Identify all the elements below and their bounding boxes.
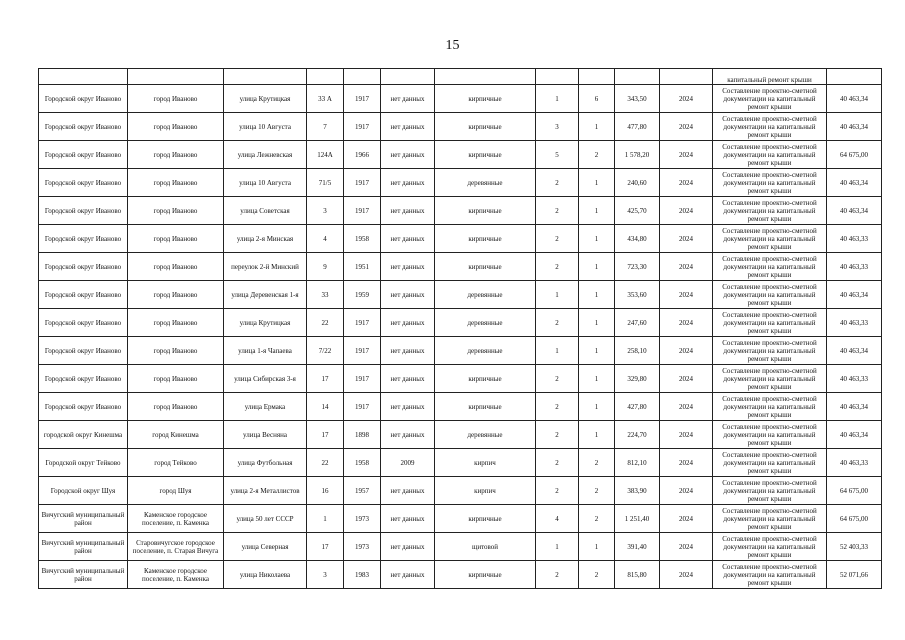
house-number-cell: 71/5 xyxy=(307,169,344,197)
municipality-cell: Городской округ Иваново xyxy=(39,169,128,197)
table-row xyxy=(39,197,882,225)
table-row xyxy=(39,449,882,477)
floors-cell: 1 xyxy=(536,85,579,113)
work-type-cell: Составление проектно-сметной документации на капитальный ремонт крыши xyxy=(713,449,827,477)
build-year-cell: 1983 xyxy=(344,561,381,589)
table-body xyxy=(39,69,882,589)
last-repair-cell: нет данных xyxy=(381,365,435,393)
cost-cell: 40 463,34 xyxy=(827,113,882,141)
settlement-cell: Старовичугское городское поселение, п. Старая Вичуга xyxy=(128,533,224,561)
house-number-cell: 3 xyxy=(307,197,344,225)
area-cell: 1 578,20 xyxy=(615,141,660,169)
last-repair-cell: нет данных xyxy=(381,561,435,589)
floors-cell: 2 xyxy=(536,197,579,225)
municipality-cell: Городской округ Иваново xyxy=(39,113,128,141)
table-row xyxy=(39,365,882,393)
last-repair-cell xyxy=(381,69,435,85)
last-repair-cell: 2009 xyxy=(381,449,435,477)
last-repair-cell: нет данных xyxy=(381,169,435,197)
work-type-cell: Составление проектно-сметной документации на капитальный ремонт крыши xyxy=(713,421,827,449)
work-type-cell: Составление проектно-сметной документации на капитальный ремонт крыши xyxy=(713,225,827,253)
street-cell: улица Сибирская 3-я xyxy=(224,365,307,393)
house-number-cell: 22 xyxy=(307,449,344,477)
settlement-cell: город Иваново xyxy=(128,337,224,365)
build-year-cell: 1917 xyxy=(344,85,381,113)
cost-cell: 40 463,34 xyxy=(827,169,882,197)
house-number-cell: 1 xyxy=(307,505,344,533)
table-row xyxy=(39,309,882,337)
entrances-cell: 1 xyxy=(579,393,615,421)
area-cell: 329,80 xyxy=(615,365,660,393)
entrances-cell: 1 xyxy=(579,309,615,337)
settlement-cell: город Иваново xyxy=(128,113,224,141)
cost-cell: 40 463,34 xyxy=(827,337,882,365)
build-year-cell: 1966 xyxy=(344,141,381,169)
cost-cell: 40 463,34 xyxy=(827,85,882,113)
last-repair-cell: нет данных xyxy=(381,421,435,449)
municipality-cell: Городской округ Иваново xyxy=(39,253,128,281)
municipality-cell: Городской округ Иваново xyxy=(39,225,128,253)
street-cell: улица Советская xyxy=(224,197,307,225)
area-cell: 425,70 xyxy=(615,197,660,225)
floors-cell: 2 xyxy=(536,449,579,477)
build-year-cell: 1917 xyxy=(344,337,381,365)
entrances-cell: 1 xyxy=(579,421,615,449)
area-cell: 383,90 xyxy=(615,477,660,505)
settlement-cell: город Иваново xyxy=(128,281,224,309)
work-type-cell: Составление проектно-сметной документации на капитальный ремонт крыши xyxy=(713,197,827,225)
wall-material-cell: деревянные xyxy=(435,421,536,449)
wall-material-cell: кирпичные xyxy=(435,85,536,113)
street-cell: улица Ермака xyxy=(224,393,307,421)
house-number-cell: 17 xyxy=(307,365,344,393)
area-cell: 247,60 xyxy=(615,309,660,337)
cost-cell: 52 403,33 xyxy=(827,533,882,561)
house-number-cell: 9 xyxy=(307,253,344,281)
entrances-cell: 1 xyxy=(579,253,615,281)
house-number-cell: 14 xyxy=(307,393,344,421)
settlement-cell: город Иваново xyxy=(128,253,224,281)
cost-cell: 40 463,33 xyxy=(827,225,882,253)
cost-cell xyxy=(827,69,882,85)
cost-cell: 40 463,33 xyxy=(827,309,882,337)
cost-cell: 40 463,33 xyxy=(827,365,882,393)
plan-year-cell: 2024 xyxy=(660,533,713,561)
municipality-cell: Вичугский муниципальный район xyxy=(39,533,128,561)
wall-material-cell: кирпич xyxy=(435,477,536,505)
street-cell: улица 10 Августа xyxy=(224,113,307,141)
cost-cell: 40 463,34 xyxy=(827,393,882,421)
build-year-cell: 1917 xyxy=(344,113,381,141)
build-year-cell: 1957 xyxy=(344,477,381,505)
floors-cell: 5 xyxy=(536,141,579,169)
work-type-cell: Составление проектно-сметной документации на капитальный ремонт крыши xyxy=(713,505,827,533)
last-repair-cell: нет данных xyxy=(381,197,435,225)
house-number-cell: 16 xyxy=(307,477,344,505)
build-year-cell: 1973 xyxy=(344,505,381,533)
settlement-cell: город Иваново xyxy=(128,225,224,253)
area-cell xyxy=(615,69,660,85)
entrances-cell: 1 xyxy=(579,169,615,197)
settlement-cell: город Иваново xyxy=(128,197,224,225)
last-repair-cell: нет данных xyxy=(381,113,435,141)
cost-cell: 40 463,33 xyxy=(827,449,882,477)
floors-cell xyxy=(536,69,579,85)
street-cell: улица 2-я Минская xyxy=(224,225,307,253)
settlement-cell: город Иваново xyxy=(128,309,224,337)
plan-year-cell: 2024 xyxy=(660,225,713,253)
work-type-cell: Составление проектно-сметной документации на капитальный ремонт крыши xyxy=(713,365,827,393)
plan-year-cell: 2024 xyxy=(660,281,713,309)
build-year-cell: 1958 xyxy=(344,225,381,253)
page-number: 15 xyxy=(445,38,460,53)
street-cell: улица 1-я Чапаева xyxy=(224,337,307,365)
wall-material-cell: кирпичные xyxy=(435,561,536,589)
house-number-cell: 17 xyxy=(307,533,344,561)
area-cell: 434,80 xyxy=(615,225,660,253)
build-year-cell xyxy=(344,69,381,85)
floors-cell: 2 xyxy=(536,253,579,281)
house-number-cell: 17 xyxy=(307,421,344,449)
build-year-cell: 1898 xyxy=(344,421,381,449)
cost-cell: 64 675,00 xyxy=(827,141,882,169)
plan-year-cell: 2024 xyxy=(660,309,713,337)
wall-material-cell: деревянные xyxy=(435,309,536,337)
entrances-cell: 1 xyxy=(579,113,615,141)
area-cell: 240,60 xyxy=(615,169,660,197)
floors-cell: 1 xyxy=(536,533,579,561)
table-row xyxy=(39,337,882,365)
municipality-cell: Вичугский муниципальный район xyxy=(39,505,128,533)
house-number-cell: 3 xyxy=(307,561,344,589)
table-row xyxy=(39,281,882,309)
wall-material-cell: деревянные xyxy=(435,281,536,309)
municipality-cell: Городской округ Иваново xyxy=(39,393,128,421)
area-cell: 353,60 xyxy=(615,281,660,309)
area-cell: 1 251,40 xyxy=(615,505,660,533)
entrances-cell: 2 xyxy=(579,141,615,169)
settlement-cell: город Иваново xyxy=(128,393,224,421)
floors-cell: 2 xyxy=(536,225,579,253)
street-cell: улица Николаева xyxy=(224,561,307,589)
settlement-cell: город Иваново xyxy=(128,141,224,169)
street-cell: улица 2-я Металлистов xyxy=(224,477,307,505)
entrances-cell: 2 xyxy=(579,505,615,533)
entrances-cell: 1 xyxy=(579,337,615,365)
table-row xyxy=(39,533,882,561)
wall-material-cell: кирпичные xyxy=(435,365,536,393)
wall-material-cell: кирпичные xyxy=(435,393,536,421)
settlement-cell: Каменское городское поселение, п. Каменка xyxy=(128,505,224,533)
plan-year-cell: 2024 xyxy=(660,505,713,533)
last-repair-cell: нет данных xyxy=(381,337,435,365)
settlement-cell xyxy=(128,69,224,85)
plan-year-cell: 2024 xyxy=(660,449,713,477)
floors-cell: 1 xyxy=(536,281,579,309)
floors-cell: 3 xyxy=(536,113,579,141)
table-row xyxy=(39,477,882,505)
area-cell: 477,80 xyxy=(615,113,660,141)
wall-material-cell: кирпичные xyxy=(435,141,536,169)
municipality-cell: Городской округ Иваново xyxy=(39,281,128,309)
wall-material-cell xyxy=(435,69,536,85)
municipality-cell: Городской округ Иваново xyxy=(39,197,128,225)
plan-year-cell: 2024 xyxy=(660,197,713,225)
work-type-cell: Составление проектно-сметной документации на капитальный ремонт крыши xyxy=(713,113,827,141)
last-repair-cell: нет данных xyxy=(381,225,435,253)
last-repair-cell: нет данных xyxy=(381,141,435,169)
work-type-cell: Составление проектно-сметной документации на капитальный ремонт крыши xyxy=(713,169,827,197)
street-cell: улица Футбольная xyxy=(224,449,307,477)
municipality-cell: городской округ Кинешма xyxy=(39,421,128,449)
street-cell: переулок 2-й Минский xyxy=(224,253,307,281)
work-type-cell: капитальный ремонт крыши xyxy=(713,69,827,85)
house-number-cell: 124А xyxy=(307,141,344,169)
entrances-cell: 1 xyxy=(579,281,615,309)
municipality-cell: Городской округ Иваново xyxy=(39,337,128,365)
plan-year-cell: 2024 xyxy=(660,477,713,505)
build-year-cell: 1917 xyxy=(344,197,381,225)
municipality-cell xyxy=(39,69,128,85)
house-number-cell: 4 xyxy=(307,225,344,253)
last-repair-cell: нет данных xyxy=(381,281,435,309)
municipality-cell: Городской округ Шуя xyxy=(39,477,128,505)
house-number-cell xyxy=(307,69,344,85)
plan-year-cell: 2024 xyxy=(660,253,713,281)
cost-cell: 40 463,34 xyxy=(827,197,882,225)
house-number-cell: 22 xyxy=(307,309,344,337)
work-type-cell: Составление проектно-сметной документации на капитальный ремонт крыши xyxy=(713,477,827,505)
work-type-cell: Составление проектно-сметной документации на капитальный ремонт крыши xyxy=(713,393,827,421)
plan-year-cell xyxy=(660,69,713,85)
plan-year-cell: 2024 xyxy=(660,337,713,365)
build-year-cell: 1958 xyxy=(344,449,381,477)
house-number-cell: 7 xyxy=(307,113,344,141)
street-cell: улица Лежневская xyxy=(224,141,307,169)
work-type-cell: Составление проектно-сметной документации на капитальный ремонт крыши xyxy=(713,281,827,309)
entrances-cell xyxy=(579,69,615,85)
wall-material-cell: щитовой xyxy=(435,533,536,561)
entrances-cell: 1 xyxy=(579,365,615,393)
entrances-cell: 1 xyxy=(579,225,615,253)
plan-year-cell: 2024 xyxy=(660,113,713,141)
house-number-cell: 33 А xyxy=(307,85,344,113)
cost-cell: 40 463,34 xyxy=(827,421,882,449)
settlement-cell: город Тейково xyxy=(128,449,224,477)
build-year-cell: 1959 xyxy=(344,281,381,309)
house-number-cell: 7/22 xyxy=(307,337,344,365)
table-row xyxy=(39,561,882,589)
municipality-cell: Городской округ Иваново xyxy=(39,309,128,337)
entrances-cell: 2 xyxy=(579,561,615,589)
plan-year-cell: 2024 xyxy=(660,561,713,589)
floors-cell: 2 xyxy=(536,421,579,449)
table-row xyxy=(39,85,882,113)
area-cell: 427,80 xyxy=(615,393,660,421)
plan-year-cell: 2024 xyxy=(660,365,713,393)
build-year-cell: 1973 xyxy=(344,533,381,561)
floors-cell: 2 xyxy=(536,561,579,589)
cost-cell: 64 675,00 xyxy=(827,505,882,533)
last-repair-cell: нет данных xyxy=(381,85,435,113)
floors-cell: 1 xyxy=(536,337,579,365)
table-row xyxy=(39,225,882,253)
area-cell: 343,50 xyxy=(615,85,660,113)
table-row xyxy=(39,505,882,533)
wall-material-cell: кирпичные xyxy=(435,253,536,281)
build-year-cell: 1917 xyxy=(344,169,381,197)
street-cell xyxy=(224,69,307,85)
work-type-cell: Составление проектно-сметной документации на капитальный ремонт крыши xyxy=(713,309,827,337)
floors-cell: 2 xyxy=(536,477,579,505)
cost-cell: 52 071,66 xyxy=(827,561,882,589)
floors-cell: 2 xyxy=(536,309,579,337)
street-cell: улица 50 лет СССР xyxy=(224,505,307,533)
settlement-cell: город Кинешма xyxy=(128,421,224,449)
municipality-cell: Городской округ Тейково xyxy=(39,449,128,477)
table-row xyxy=(39,141,882,169)
wall-material-cell: кирпичные xyxy=(435,113,536,141)
wall-material-cell: кирпич xyxy=(435,449,536,477)
entrances-cell: 6 xyxy=(579,85,615,113)
street-cell: улица Крутицкая xyxy=(224,85,307,113)
area-cell: 812,10 xyxy=(615,449,660,477)
municipality-cell: Городской округ Иваново xyxy=(39,85,128,113)
municipality-cell: Городской округ Иваново xyxy=(39,141,128,169)
floors-cell: 4 xyxy=(536,505,579,533)
settlement-cell: город Иваново xyxy=(128,365,224,393)
municipality-cell: Городской округ Иваново xyxy=(39,365,128,393)
cost-cell: 64 675,00 xyxy=(827,477,882,505)
area-cell: 258,10 xyxy=(615,337,660,365)
wall-material-cell: кирпичные xyxy=(435,505,536,533)
floors-cell: 2 xyxy=(536,365,579,393)
last-repair-cell: нет данных xyxy=(381,309,435,337)
settlement-cell: город Иваново xyxy=(128,85,224,113)
street-cell: улица Деревенская 1-я xyxy=(224,281,307,309)
table-row xyxy=(39,113,882,141)
table-row xyxy=(39,393,882,421)
last-repair-cell: нет данных xyxy=(381,505,435,533)
street-cell: улица Северная xyxy=(224,533,307,561)
house-number-cell: 33 xyxy=(307,281,344,309)
work-type-cell: Составление проектно-сметной документации на капитальный ремонт крыши xyxy=(713,337,827,365)
last-repair-cell: нет данных xyxy=(381,393,435,421)
floors-cell: 2 xyxy=(536,393,579,421)
municipality-cell: Вичугский муниципальный район xyxy=(39,561,128,589)
work-type-cell: Составление проектно-сметной документации на капитальный ремонт крыши xyxy=(713,561,827,589)
street-cell: улица Крутицкая xyxy=(224,309,307,337)
plan-year-cell: 2024 xyxy=(660,393,713,421)
entrances-cell: 2 xyxy=(579,477,615,505)
plan-year-cell: 2024 xyxy=(660,169,713,197)
entrances-cell: 1 xyxy=(579,533,615,561)
entrances-cell: 1 xyxy=(579,197,615,225)
street-cell: улица 10 Августа xyxy=(224,169,307,197)
area-cell: 224,70 xyxy=(615,421,660,449)
build-year-cell: 1917 xyxy=(344,309,381,337)
cost-cell: 40 463,33 xyxy=(827,253,882,281)
area-cell: 723,30 xyxy=(615,253,660,281)
work-type-cell: Составление проектно-сметной документации на капитальный ремонт крыши xyxy=(713,85,827,113)
table-row xyxy=(39,169,882,197)
work-type-cell: Составление проектно-сметной документации на капитальный ремонт крыши xyxy=(713,141,827,169)
last-repair-cell: нет данных xyxy=(381,533,435,561)
wall-material-cell: кирпичные xyxy=(435,197,536,225)
settlement-cell: Каменское городское поселение, п. Каменка xyxy=(128,561,224,589)
wall-material-cell: деревянные xyxy=(435,169,536,197)
build-year-cell: 1951 xyxy=(344,253,381,281)
entrances-cell: 2 xyxy=(579,449,615,477)
area-cell: 815,80 xyxy=(615,561,660,589)
wall-material-cell: кирпичные xyxy=(435,225,536,253)
table-row-continuation xyxy=(39,69,882,85)
work-type-cell: Составление проектно-сметной документации на капитальный ремонт крыши xyxy=(713,533,827,561)
roof-repair-table xyxy=(38,68,882,589)
floors-cell: 2 xyxy=(536,169,579,197)
area-cell: 391,40 xyxy=(615,533,660,561)
street-cell: улица Весняна xyxy=(224,421,307,449)
wall-material-cell: деревянные xyxy=(435,337,536,365)
table-row xyxy=(39,421,882,449)
last-repair-cell: нет данных xyxy=(381,477,435,505)
build-year-cell: 1917 xyxy=(344,365,381,393)
cost-cell: 40 463,34 xyxy=(827,281,882,309)
settlement-cell: город Иваново xyxy=(128,169,224,197)
last-repair-cell: нет данных xyxy=(381,253,435,281)
plan-year-cell: 2024 xyxy=(660,141,713,169)
settlement-cell: город Шуя xyxy=(128,477,224,505)
work-type-cell: Составление проектно-сметной документации на капитальный ремонт крыши xyxy=(713,253,827,281)
table-row xyxy=(39,253,882,281)
plan-year-cell: 2024 xyxy=(660,421,713,449)
plan-year-cell: 2024 xyxy=(660,85,713,113)
build-year-cell: 1917 xyxy=(344,393,381,421)
